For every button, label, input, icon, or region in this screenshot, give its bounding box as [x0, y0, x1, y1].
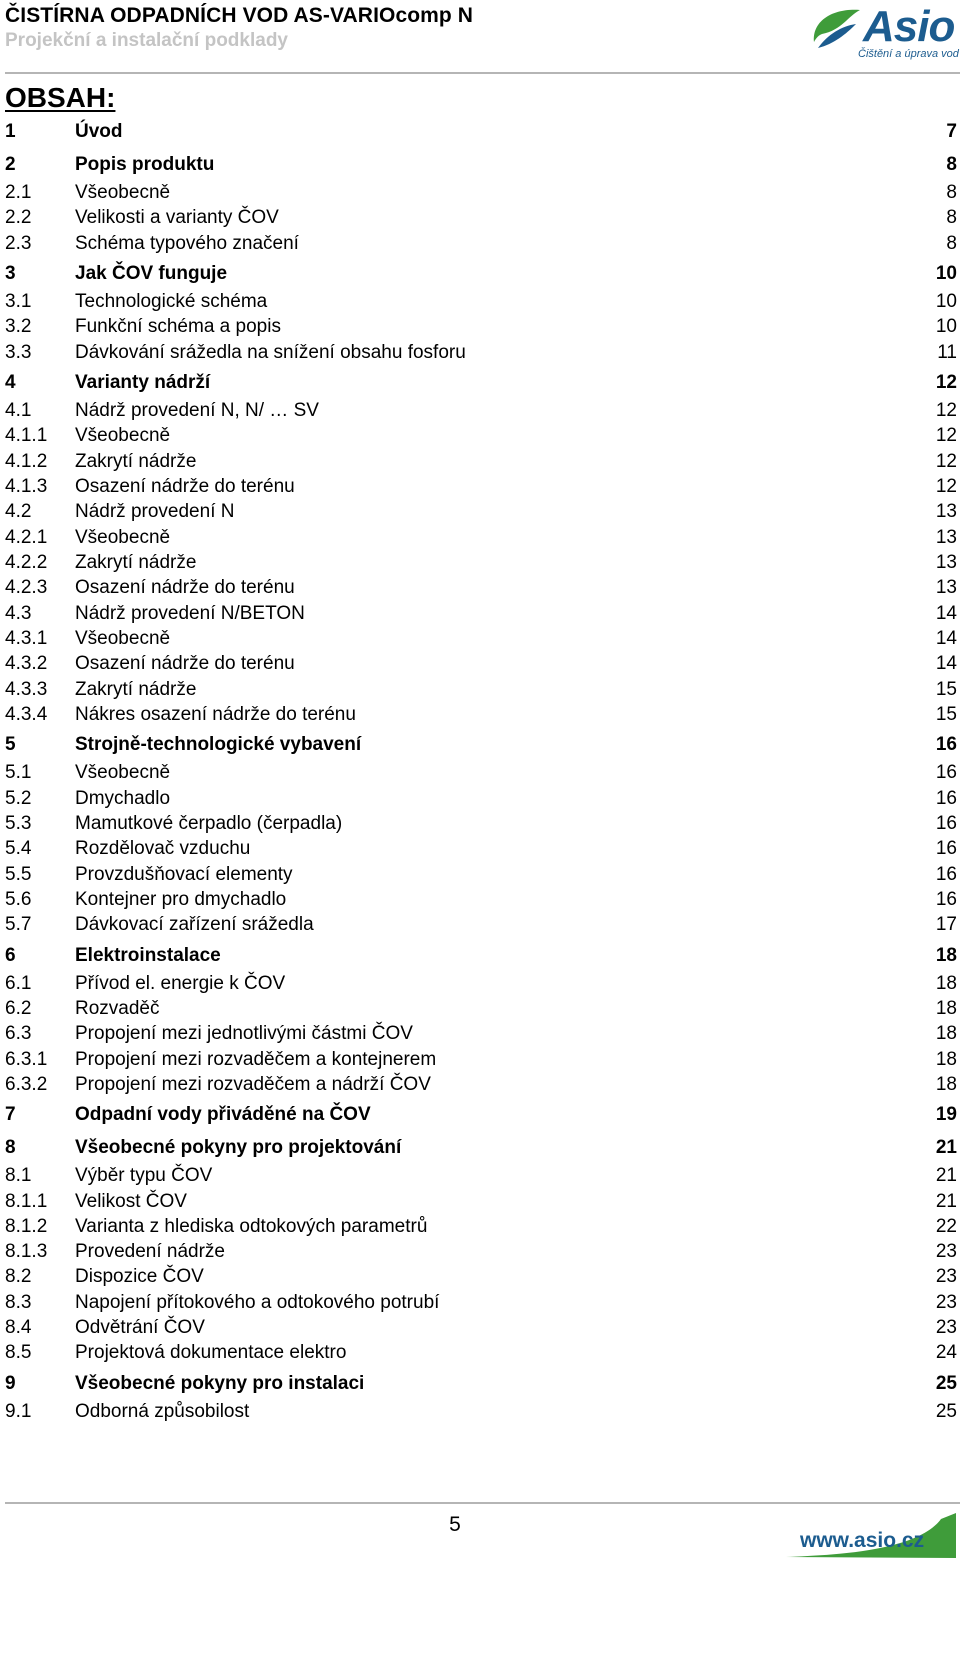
toc-entry[interactable] [5, 1163, 957, 1188]
toc-entry[interactable] [5, 862, 957, 887]
toc-entry-page: 16 [934, 811, 957, 836]
website-badge-graphic [766, 1513, 956, 1558]
toc-entry[interactable] [5, 1340, 957, 1365]
toc-heading: OBSAH: [5, 82, 116, 113]
leaf-icon [808, 4, 868, 52]
toc-entry[interactable] [5, 730, 957, 760]
toc-entry-number: 8.4 [5, 1317, 32, 1339]
toc-entry-title: Dávkování srážedla na snížení obsahu fosforu [75, 340, 466, 365]
toc-entry-page: 13 [934, 575, 957, 600]
toc-entry[interactable] [5, 117, 957, 147]
toc-entry-page: 8 [944, 150, 957, 180]
toc-entry-title: Varianty nádrží [75, 368, 210, 398]
toc-entry[interactable] [5, 289, 957, 314]
toc-entry[interactable] [5, 575, 957, 600]
toc-entry-page: 15 [934, 702, 957, 727]
toc-entry[interactable] [5, 340, 957, 365]
toc-entry-title: Dispozice ČOV [75, 1264, 204, 1289]
toc-entry-number: 8.1.3 [5, 1241, 48, 1263]
toc-entry-title: Všeobecně [75, 626, 170, 651]
toc-entry[interactable] [5, 525, 957, 550]
toc-entry-title: Všeobecné pokyny pro instalaci [75, 1369, 364, 1399]
toc-entry-title: Dmychadlo [75, 786, 170, 811]
toc-entry-title: Všeobecně [75, 423, 170, 448]
toc-entry-number: 8.1.1 [5, 1190, 48, 1212]
toc-entry-title: Jak ČOV funguje [75, 259, 227, 289]
toc-entry-title: Úvod [75, 117, 123, 147]
toc-entry[interactable] [5, 1189, 957, 1214]
toc-entry[interactable] [5, 887, 957, 912]
toc-entry-page: 16 [934, 862, 957, 887]
toc-entry[interactable] [5, 259, 957, 289]
toc-entry-title: Schéma typového značení [75, 231, 299, 256]
toc-entry-title: Nádrž provedení N, N/ … SV [75, 398, 319, 423]
toc-entry[interactable] [5, 474, 957, 499]
toc-entry-page: 12 [934, 398, 957, 423]
toc-entry[interactable] [5, 786, 957, 811]
toc-entry[interactable] [5, 601, 957, 626]
toc-entry-number: 4.3.2 [5, 653, 48, 675]
toc-entry[interactable] [5, 449, 957, 474]
toc-entry-number: 2 [5, 154, 16, 175]
toc-entry-number: 4.3.4 [5, 703, 48, 725]
toc-entry[interactable] [5, 205, 957, 230]
toc-entry-number: 3.1 [5, 290, 32, 312]
toc-entry-page: 17 [934, 912, 957, 937]
toc-entry-title: Odpadní vody přiváděné na ČOV [75, 1100, 371, 1130]
website-url[interactable]: www.asio.cz [800, 1529, 925, 1552]
toc-entry-page: 12 [934, 423, 957, 448]
toc-entry[interactable] [5, 1315, 957, 1340]
toc-entry-number: 6.2 [5, 997, 32, 1019]
toc-entry-number: 4.1.3 [5, 475, 48, 497]
toc-entry-number: 4.1.2 [5, 450, 48, 472]
toc-entry[interactable] [5, 760, 957, 785]
toc-entry-page: 22 [934, 1214, 957, 1239]
toc-entry-title: Velikosti a varianty ČOV [75, 205, 279, 230]
toc-entry[interactable] [5, 941, 957, 971]
toc-entry[interactable] [5, 1290, 957, 1315]
toc-entry-page: 16 [934, 786, 957, 811]
toc-entry-number: 5.7 [5, 914, 32, 936]
toc-entry[interactable] [5, 1239, 957, 1264]
toc-entry-page: 12 [934, 449, 957, 474]
toc-entry-page: 8 [944, 205, 957, 230]
toc-entry[interactable] [5, 1369, 957, 1399]
toc-entry-title: Osazení nádrže do terénu [75, 474, 295, 499]
toc-entry[interactable] [5, 971, 957, 996]
toc-entry-title: Nákres osazení nádrže do terénu [75, 702, 356, 727]
toc-entry-page: 18 [934, 941, 957, 971]
toc-entry-title: Rozvaděč [75, 996, 160, 1021]
toc-entry-number: 8 [5, 1137, 16, 1159]
toc-entry-number: 8.1.2 [5, 1215, 48, 1237]
toc-entry[interactable] [5, 1021, 957, 1046]
toc-entry-title: Funkční schéma a popis [75, 314, 281, 339]
toc-entry-title: Propojení mezi rozvaděčem a kontejnerem [75, 1047, 436, 1072]
toc-entry-title: Všeobecně [75, 525, 170, 550]
toc-entry-page: 18 [934, 1072, 957, 1097]
toc-entry[interactable] [5, 1214, 957, 1239]
toc-entry[interactable] [5, 550, 957, 575]
website-badge [766, 1513, 956, 1558]
toc-entry-title: Nádrž provedení N [75, 499, 234, 524]
toc-entry-title: Zakrytí nádrže [75, 449, 196, 474]
toc-entry-page: 23 [934, 1264, 957, 1289]
toc-entry-title: Osazení nádrže do terénu [75, 575, 295, 600]
toc-entry-page: 10 [934, 289, 957, 314]
toc-entry-page: 21 [934, 1163, 957, 1188]
toc-entry-title: Přívod el. energie k ČOV [75, 971, 285, 996]
toc-entry-page: 23 [934, 1315, 957, 1340]
toc-entry-page: 14 [934, 626, 957, 651]
toc-entry-title: Mamutkové čerpadlo (čerpadla) [75, 811, 342, 836]
toc-entry-number: 4.3.3 [5, 678, 48, 700]
table-of-contents [5, 117, 957, 1424]
toc-entry-number: 2.1 [5, 182, 32, 203]
toc-entry-title: Dávkovací zařízení srážedla [75, 912, 314, 937]
toc-entry[interactable] [5, 423, 957, 448]
toc-entry-number: 2.3 [5, 232, 32, 254]
toc-entry-page: 14 [934, 601, 957, 626]
toc-entry[interactable] [5, 1399, 957, 1424]
toc-entry-page: 24 [934, 1340, 957, 1365]
toc-entry[interactable] [5, 499, 957, 524]
toc-entry[interactable] [5, 180, 957, 205]
toc-entry-number: 6.1 [5, 972, 32, 994]
toc-entry-title: Provedení nádrže [75, 1239, 225, 1264]
toc-entry-number: 4.3.1 [5, 627, 48, 649]
toc-entry-page: 12 [934, 474, 957, 499]
header-divider [5, 72, 960, 74]
toc-entry-number: 6.3.1 [5, 1048, 48, 1070]
toc-entry-title: Provzdušňovací elementy [75, 862, 293, 887]
toc-entry-page: 8 [944, 231, 957, 256]
toc-entry-page: 13 [934, 499, 957, 524]
toc-entry-title: Odvětrání ČOV [75, 1315, 205, 1340]
toc-entry-page: 18 [934, 1047, 957, 1072]
toc-entry-number: 4.1 [5, 399, 32, 421]
toc-entry-title: Technologické schéma [75, 289, 267, 314]
toc-entry[interactable] [5, 1133, 957, 1163]
toc-entry-page: 14 [934, 651, 957, 676]
toc-entry-page: 10 [934, 314, 957, 339]
toc-entry-title: Velikost ČOV [75, 1189, 187, 1214]
toc-entry-title: Všeobecně [75, 180, 170, 205]
toc-entry[interactable] [5, 651, 957, 676]
toc-entry-page: 18 [934, 996, 957, 1021]
toc-entry-title: Zakrytí nádrže [75, 550, 196, 575]
toc-entry-title: Varianta z hlediska odtokových parametrů [75, 1214, 427, 1239]
toc-entry[interactable] [5, 1047, 957, 1072]
toc-entry-title: Zakrytí nádrže [75, 677, 196, 702]
toc-entry-page: 25 [934, 1399, 957, 1424]
toc-entry-number: 4.2.3 [5, 577, 48, 599]
toc-entry-title: Všeobecné pokyny pro projektování [75, 1133, 401, 1163]
toc-entry[interactable] [5, 996, 957, 1021]
toc-entry[interactable] [5, 677, 957, 702]
toc-entry-number: 4.1.1 [5, 425, 48, 447]
toc-entry[interactable] [5, 702, 957, 727]
toc-entry[interactable] [5, 1072, 957, 1097]
toc-entry-page: 18 [934, 971, 957, 996]
toc-entry-number: 8.2 [5, 1266, 32, 1288]
toc-entry-title: Propojení mezi rozvaděčem a nádrží ČOV [75, 1072, 431, 1097]
toc-entry-page: 10 [934, 259, 957, 289]
toc-entry-title: Strojně-technologické vybavení [75, 730, 361, 760]
toc-entry[interactable] [5, 231, 957, 256]
toc-entry-page: 16 [934, 887, 957, 912]
toc-entry-title: Všeobecně [75, 760, 170, 785]
toc-entry-number: 7 [5, 1104, 16, 1126]
toc-entry-number: 4.3 [5, 602, 32, 624]
toc-entry-number: 6.3.2 [5, 1073, 48, 1095]
toc-entry-page: 8 [944, 180, 957, 205]
toc-entry-number: 8.3 [5, 1291, 32, 1313]
toc-entry-page: 23 [934, 1290, 957, 1315]
toc-entry-number: 4.2.2 [5, 551, 48, 573]
toc-entry-title: Napojení přítokového a odtokového potrubí [75, 1290, 439, 1315]
toc-entry-page: 16 [934, 760, 957, 785]
document-subtitle: Projekční a instalační podklady [5, 30, 288, 51]
toc-entry-title: Výběr typu ČOV [75, 1163, 212, 1188]
toc-entry-number: 9 [5, 1372, 16, 1394]
toc-entry-title: Projektová dokumentace elektro [75, 1340, 346, 1365]
toc-entry-page: 23 [934, 1239, 957, 1264]
document-title: ČISTÍRNA ODPADNÍCH VOD AS-VARIOcomp N [5, 4, 474, 27]
toc-entry-page: 16 [934, 836, 957, 861]
toc-entry-number: 6.3 [5, 1023, 32, 1045]
toc-entry-number: 9.1 [5, 1400, 32, 1422]
toc-entry[interactable] [5, 368, 957, 398]
toc-entry-number: 3.2 [5, 316, 32, 338]
toc-entry[interactable] [5, 398, 957, 423]
toc-entry-title: Odborná způsobilost [75, 1399, 249, 1424]
toc-entry-number: 5.4 [5, 838, 32, 860]
toc-entry-number: 4 [5, 371, 16, 393]
toc-entry[interactable] [5, 314, 957, 339]
toc-entry-title: Propojení mezi jednotlivými částmi ČOV [75, 1021, 413, 1046]
toc-entry-page: 11 [935, 340, 957, 365]
toc-entry-title: Nádrž provedení N/BETON [75, 601, 305, 626]
toc-entry-page: 15 [934, 677, 957, 702]
toc-entry[interactable] [5, 1100, 957, 1130]
toc-entry-number: 2.2 [5, 207, 32, 229]
asio-logo [808, 2, 958, 66]
logo-tagline: Čištění a úprava vod [858, 48, 959, 60]
toc-entry-page: 18 [934, 1021, 957, 1046]
toc-entry-number: 5.3 [5, 812, 32, 834]
toc-entry-number: 8.1 [5, 1165, 32, 1187]
toc-entry-title: Rozdělovač vzduchu [75, 836, 250, 861]
toc-entry-page: 19 [934, 1100, 957, 1130]
footer-divider [5, 1502, 960, 1504]
toc-entry[interactable] [5, 150, 957, 180]
toc-entry-page: 21 [934, 1133, 957, 1163]
toc-entry-title: Kontejner pro dmychadlo [75, 887, 286, 912]
toc-entry-number: 5.1 [5, 762, 32, 784]
toc-entry[interactable] [5, 811, 957, 836]
toc-entry-number: 5 [5, 734, 16, 756]
toc-entry-number: 5.2 [5, 787, 32, 809]
toc-entry-number: 4.2 [5, 501, 32, 523]
toc-entry-page: 21 [934, 1189, 957, 1214]
toc-entry-number: 3 [5, 262, 16, 284]
toc-entry-page: 16 [934, 730, 957, 760]
toc-entry-number: 8.5 [5, 1342, 32, 1364]
toc-entry-number: 6 [5, 944, 16, 966]
toc-entry-number: 3.3 [5, 341, 32, 363]
page-number: 5 [449, 1513, 461, 1536]
toc-entry-title: Popis produktu [75, 150, 214, 180]
toc-entry-number: 1 [5, 121, 16, 142]
toc-entry[interactable] [5, 912, 957, 937]
toc-entry[interactable] [5, 836, 957, 861]
logo-wordmark: Asio [863, 2, 955, 51]
toc-entry-title: Osazení nádrže do terénu [75, 651, 295, 676]
toc-entry-title: Elektroinstalace [75, 941, 221, 971]
toc-entry-number: 5.5 [5, 863, 32, 885]
toc-entry-page: 13 [934, 550, 957, 575]
toc-entry-page: 7 [944, 117, 957, 147]
toc-entry-number: 5.6 [5, 888, 32, 910]
toc-entry-page: 13 [934, 525, 957, 550]
toc-entry[interactable] [5, 626, 957, 651]
page-header [0, 0, 960, 76]
toc-entry[interactable] [5, 1264, 957, 1289]
toc-entry-page: 25 [934, 1369, 957, 1399]
toc-entry-number: 4.2.1 [5, 526, 48, 548]
toc-entry-page: 12 [934, 368, 957, 398]
